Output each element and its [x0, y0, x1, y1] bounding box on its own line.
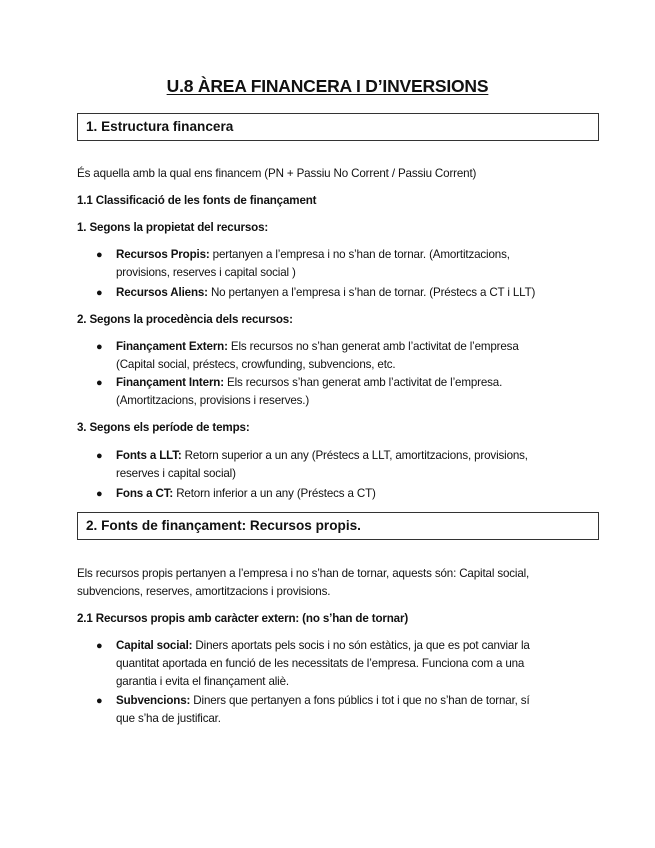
- section-2-heading: 2. Fonts de finançament: Recursos propis.: [77, 512, 599, 540]
- list-item: Fonts a LLT: Retorn superior a un any (Préstecs a LLT, amortitzacions, provisions, reserves i capital social): [116, 449, 528, 480]
- section-2-intro: Els recursos propis pertanyen a l’empresa i no s’han de tornar, aquests són: Capital social, subvencions, reserves, amortitzacions i provisions.: [77, 567, 530, 598]
- group-2-heading: 2. Segons la procedència dels recursos:: [77, 313, 293, 326]
- page-title: U.8 ÀREA FINANCERA I D’INVERSIONS: [166, 76, 489, 96]
- section-2-1-heading: 2.1 Recursos propis amb caràcter extern: (no s’han de tornar): [77, 612, 409, 625]
- section-1-1-heading: 1.1 Classificació de les fonts de finançament: [77, 194, 317, 207]
- list-item: Recursos Propis: pertanyen a l’empresa i no s’han de tornar. (Amortitzacions, provisions, reserves i capital social ): [116, 248, 510, 279]
- bullet-icon: ●: [96, 695, 103, 707]
- bullet-icon: ●: [96, 377, 103, 389]
- bullet-icon: ●: [96, 488, 103, 500]
- bullet-icon: ●: [96, 287, 103, 299]
- group-1-heading: 1. Segons la propietat del recursos:: [77, 221, 269, 234]
- list-item: Subvencions: Diners que pertanyen a fons públics i tot i que no s’han de tornar, sí que s’ha de justificar.: [116, 694, 530, 725]
- bullet-icon: ●: [96, 249, 103, 261]
- group-3-heading: 3. Segons els període de temps:: [77, 421, 250, 434]
- bullet-icon: ●: [96, 450, 103, 462]
- list-item: Finançament Intern: Els recursos s’han generat amb l’activitat de l’empresa. (Amortitzacions, provisions i reserves.): [116, 376, 503, 407]
- list-item: Capital social: Diners aportats pels socis i no són estàtics, ja que es pot canviar la quantitat aportada en funció de les necessitats de l’empresa. Funciona com a una garantia i evita el finançament aliè.: [116, 639, 530, 688]
- list-item: Fons a CT: Retorn inferior a un any (Préstecs a CT): [116, 487, 376, 500]
- list-item: Recursos Aliens: No pertanyen a l’empresa i s’han de tornar. (Préstecs a CT i LLT): [116, 286, 536, 299]
- section-1-intro: És aquella amb la qual ens financem (PN + Passiu No Corrent / Passiu Corrent): [77, 167, 477, 180]
- bullet-icon: ●: [96, 640, 103, 652]
- list-item: Finançament Extern: Els recursos no s’han generat amb l’activitat de l’empresa (Capital social, préstecs, crowfunding, subvencions, etc.: [116, 340, 519, 371]
- section-1-heading: 1. Estructura financera: [77, 113, 599, 141]
- bullet-icon: ●: [96, 341, 103, 353]
